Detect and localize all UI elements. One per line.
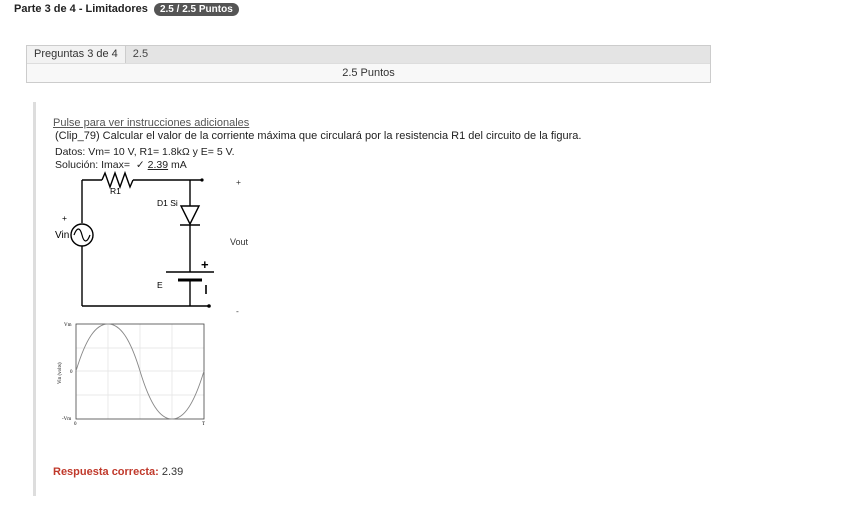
y-mid-tick: 0 xyxy=(70,370,73,375)
question-content xyxy=(33,102,716,496)
part-title xyxy=(14,3,239,16)
question-text: (Clip_79) Calcular el valor de la corriente máxima que circulará por la resistencia R1 del circuito de la figura. xyxy=(55,130,582,142)
vout-plus-label: + xyxy=(236,177,241,187)
resistor-r1 xyxy=(102,173,133,187)
part-title-text: Parte 3 de 4 - Limitadores xyxy=(14,3,148,15)
answer-value: 2.39 xyxy=(147,159,169,171)
check-icon: ✓ xyxy=(135,159,145,171)
score-badge: 2.5 / 2.5 Puntos xyxy=(154,3,239,16)
vout-label: Vout xyxy=(230,237,249,247)
d1-label: D1 Si xyxy=(157,198,178,208)
question-score-value: 2.5 xyxy=(132,48,149,60)
answer-unit: mA xyxy=(171,159,187,171)
question-number-label: Preguntas 3 de 4 xyxy=(27,46,126,63)
y-top-tick: Vm xyxy=(64,323,72,328)
y-axis-label: Vin (volts) xyxy=(58,362,63,384)
waveform-graph xyxy=(54,316,214,428)
x-end-tick: T xyxy=(202,422,206,427)
solution-prefix: Solución: Imax= xyxy=(55,159,130,171)
battery-plus-label: + xyxy=(201,257,209,272)
question-data-line: Datos: Vm= 10 V, R1= 1.8kΩ y E= 5 V. xyxy=(55,146,235,158)
diode-d1 xyxy=(181,206,199,224)
vin-label: Vin xyxy=(55,230,70,241)
instructions-link[interactable]: Pulse para ver instrucciones adicionales xyxy=(53,117,250,129)
r1-label: R1 xyxy=(110,186,121,196)
question-points: 2.5 Puntos xyxy=(27,63,710,82)
x-start-tick: 0 xyxy=(74,422,77,427)
correct-answer-label: Respuesta correcta: xyxy=(53,466,159,478)
sine-symbol-icon xyxy=(74,229,90,241)
question-header-top xyxy=(27,46,710,63)
correct-answer xyxy=(53,466,183,478)
circuit-diagram xyxy=(50,170,260,315)
question-header xyxy=(26,45,711,83)
e-label: E xyxy=(157,280,163,290)
y-bottom-tick: -Vm xyxy=(62,417,72,422)
correct-answer-value: 2.39 xyxy=(161,466,184,478)
vout-minus-label: - xyxy=(236,306,239,316)
source-plus-label: + xyxy=(62,213,67,223)
